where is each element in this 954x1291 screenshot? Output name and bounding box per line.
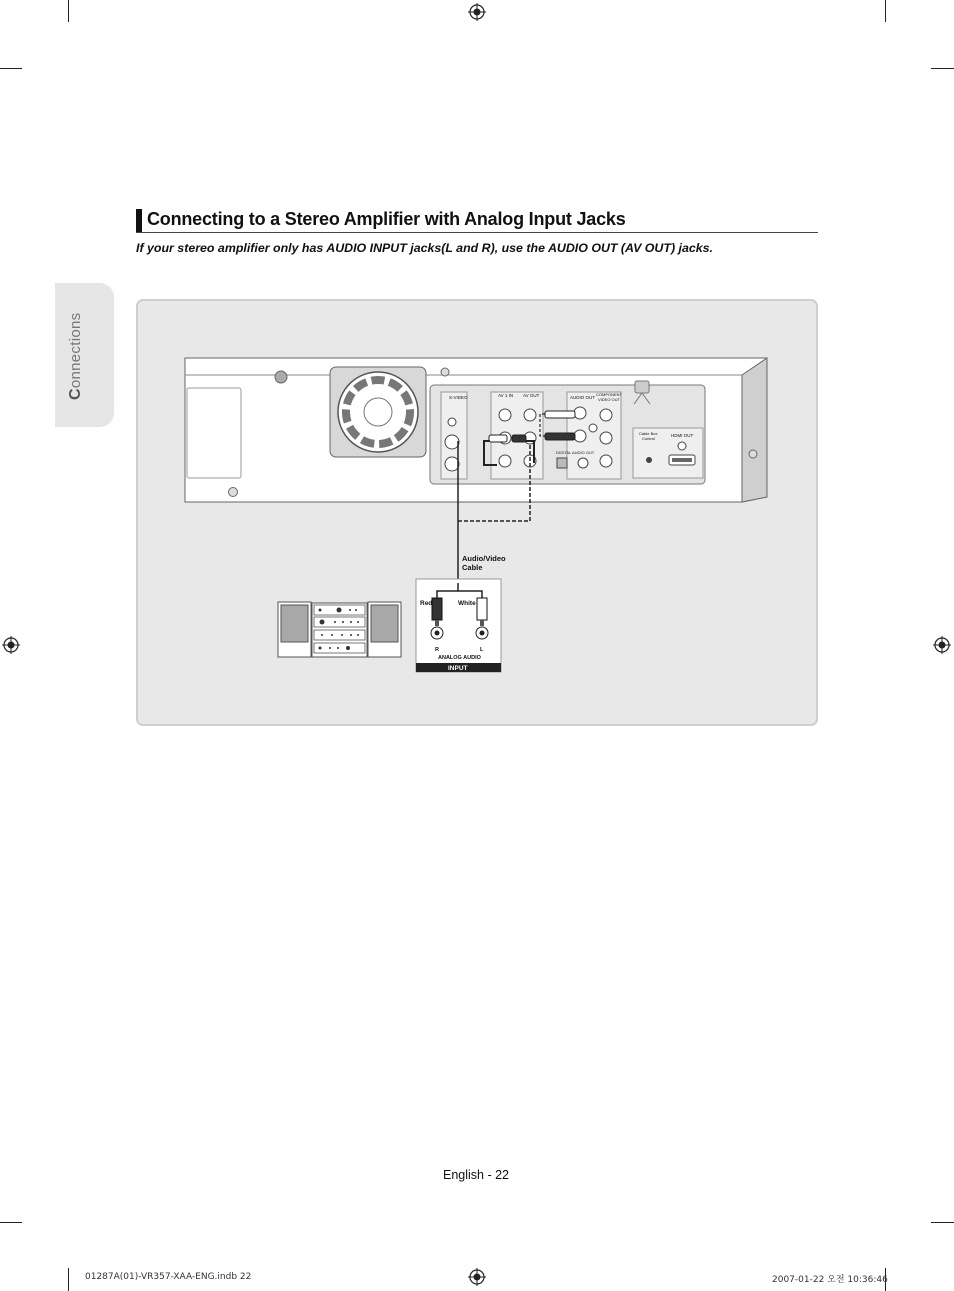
- crop-mark: [68, 0, 69, 22]
- amplifier-input-box: [416, 579, 501, 672]
- footer-timestamp: 2007-01-22 오전 10:36:46: [772, 1275, 888, 1285]
- l-label: L: [480, 647, 484, 653]
- crop-mark: [0, 68, 22, 69]
- component-label-1: COMPONENT: [596, 392, 622, 397]
- cable-box-label-1: Cable Box: [639, 431, 658, 436]
- svideo-label: S-VIDEO: [449, 395, 468, 400]
- audio-out-label: AUDIO OUT: [570, 395, 596, 400]
- page-subtitle: If your stereo amplifier only has AUDIO INPUT jacks(L and R), use the AUDIO OUT (AV OUT) jacks.: [136, 241, 713, 255]
- crop-mark: [931, 68, 954, 69]
- crop-mark: [885, 0, 886, 22]
- hdmi-out-label: HDMI OUT: [671, 433, 694, 438]
- digital-audio-label: DIGITAL AUDIO OUT: [556, 450, 595, 455]
- cable-label-2: Cable: [462, 563, 483, 572]
- registration-mark-icon: [933, 636, 951, 654]
- title-marker: [136, 209, 142, 232]
- recorder-rear-panel: [185, 358, 767, 502]
- footer-file-name: 01287A(01)-VR357-XAA-ENG.indb 22: [85, 1272, 252, 1282]
- cable-box-label-2: Control: [642, 436, 655, 441]
- fan-vent: [330, 367, 426, 457]
- crop-mark: [931, 1222, 954, 1223]
- registration-mark-icon: [468, 1268, 486, 1286]
- side-tab-rest: onnections: [67, 312, 84, 389]
- page-number: English - 22: [443, 1168, 510, 1182]
- page-title: Connecting to a Stereo Amplifier with Analog Input Jacks: [147, 209, 626, 229]
- side-tab-first-letter: C: [67, 388, 84, 400]
- crop-mark: [68, 1268, 69, 1291]
- side-tab-label: [67, 313, 85, 400]
- white-label: White: [458, 600, 476, 607]
- cable-label-1: Audio/Video: [462, 554, 506, 563]
- registration-mark-icon: [468, 3, 486, 21]
- stereo-system: [278, 602, 401, 657]
- registration-mark-icon: [2, 636, 20, 654]
- r-label: R: [435, 647, 439, 653]
- red-label: Red: [420, 600, 433, 607]
- crop-mark: [0, 1222, 22, 1223]
- av1-in-label: AV 1 IN: [498, 393, 514, 398]
- title-rule: [136, 232, 818, 233]
- input-label: INPUT: [448, 665, 468, 672]
- analog-audio-label: ANALOG AUDIO: [438, 655, 481, 661]
- connection-diagram: [136, 299, 818, 726]
- av-out-label: AV OUT: [523, 393, 540, 398]
- component-label-2: VIDEO OUT: [598, 397, 621, 402]
